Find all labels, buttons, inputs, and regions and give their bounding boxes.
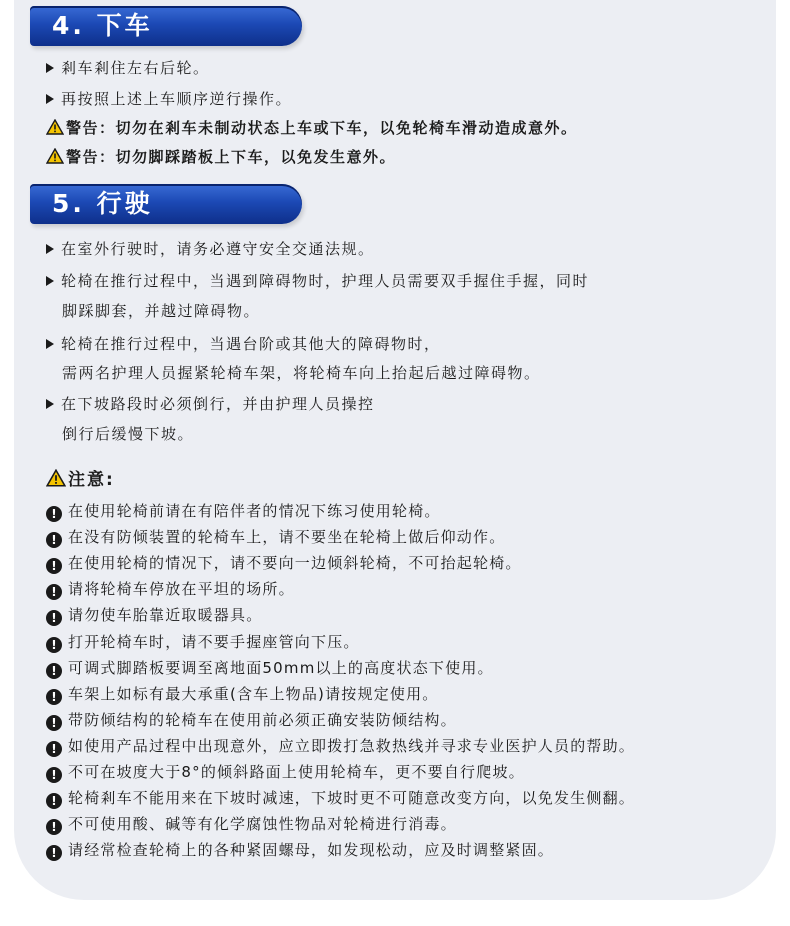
exclamation-circle-icon: !	[46, 741, 62, 757]
section-4-warning-1: 警告：切勿在剎车未制动状态上车或下车，以免轮椅车滑动造成意外。	[46, 117, 578, 138]
notice-item: ! 车架上如标有最大承重(含车上物品)请按规定使用。	[46, 683, 439, 705]
arrow-bullet-icon	[46, 63, 54, 73]
exclamation-circle-icon: !	[46, 663, 62, 679]
section-4-item-2: 再按照上述上车顺序逆行操作。	[46, 88, 292, 109]
exclamation-circle-icon: !	[46, 584, 62, 600]
section-5-item-4: 在下坡路段时必须倒行，并由护理人员操控	[46, 393, 375, 414]
warning-triangle-icon	[46, 469, 66, 487]
section-5-item-1: 在室外行驶时，请务必遵守安全交通法规。	[46, 238, 375, 259]
section-4-header: 4. 下车	[30, 6, 302, 46]
section-5-item-3: 轮椅在推行过程中，当遇台阶或其他大的障碍物时，	[46, 333, 441, 354]
exclamation-circle-icon: !	[46, 637, 62, 653]
exclamation-circle-icon: !	[46, 845, 62, 861]
exclamation-circle-icon: !	[46, 819, 62, 835]
arrow-bullet-icon	[46, 399, 54, 409]
exclamation-circle-icon: !	[46, 506, 62, 522]
notice-item: ! 请经常检查轮椅上的各种紧固螺母，如发现松动，应及时调整紧固。	[46, 839, 554, 861]
notice-item: ! 如使用产品过程中出现意外，应立即拨打急救热线并寻求专业医护人员的帮助。	[46, 735, 635, 757]
section-5-item-3-cont: 需两名护理人员握紧轮椅车架，将轮椅车向上抬起后越过障碍物。	[62, 364, 541, 382]
notice-item: ! 不可使用酸、碱等有化学腐蚀性物品对轮椅进行消毒。	[46, 813, 457, 835]
section-5-header: 5. 行驶	[30, 184, 302, 224]
warning-triangle-icon	[46, 119, 64, 135]
section-5-item-2-cont: 脚踩脚套，并越过障碍物。	[62, 302, 261, 320]
notice-item: ! 带防倾结构的轮椅车在使用前必须正确安装防倾结构。	[46, 709, 457, 731]
arrow-bullet-icon	[46, 244, 54, 254]
notice-item: ! 在使用轮椅前请在有陪伴者的情况下练习使用轮椅。	[46, 500, 441, 522]
section-5-item-4-cont: 倒行后缓慢下坡。	[62, 425, 195, 443]
exclamation-circle-icon: !	[46, 793, 62, 809]
exclamation-circle-icon: !	[46, 610, 62, 626]
section-4-item-1: 剎车剎住左右后轮。	[46, 57, 210, 78]
notice-item: ! 可调式脚踏板要调至离地面50mm以上的高度状态下使用。	[46, 657, 494, 679]
warning-triangle-icon	[46, 148, 64, 164]
notice-item: ! 请将轮椅车停放在平坦的场所。	[46, 578, 295, 600]
exclamation-circle-icon: !	[46, 767, 62, 783]
section-5-item-2: 轮椅在推行过程中，当遇到障碍物时，护理人员需要双手握住手握，同时	[46, 270, 589, 291]
notice-item: ! 不可在坡度大于8°的倾斜路面上使用轮椅车，更不要自行爬坡。	[46, 761, 525, 783]
notice-item: ! 在使用轮椅的情况下，请不要向一边倾斜轮椅，不可抬起轮椅。	[46, 552, 522, 574]
arrow-bullet-icon	[46, 94, 54, 104]
exclamation-circle-icon: !	[46, 715, 62, 731]
notice-item: ! 在没有防倾装置的轮椅车上，请不要坐在轮椅上做后仰动作。	[46, 526, 505, 548]
exclamation-circle-icon: !	[46, 532, 62, 548]
exclamation-circle-icon: !	[46, 689, 62, 705]
notice-item: ! 轮椅剎车不能用来在下坡时减速，下坡时更不可随意改变方向，以免发生侧翻。	[46, 787, 635, 809]
section-4-warning-2: 警告：切勿脚踩踏板上下车，以免发生意外。	[46, 146, 396, 167]
exclamation-circle-icon: !	[46, 558, 62, 574]
arrow-bullet-icon	[46, 339, 54, 349]
notice-title: 注意:	[46, 465, 115, 490]
notice-item: ! 请勿使车胎靠近取暖器具。	[46, 604, 262, 626]
arrow-bullet-icon	[46, 276, 54, 286]
notice-item: ! 打开轮椅车时，请不要手握座管向下压。	[46, 631, 360, 653]
